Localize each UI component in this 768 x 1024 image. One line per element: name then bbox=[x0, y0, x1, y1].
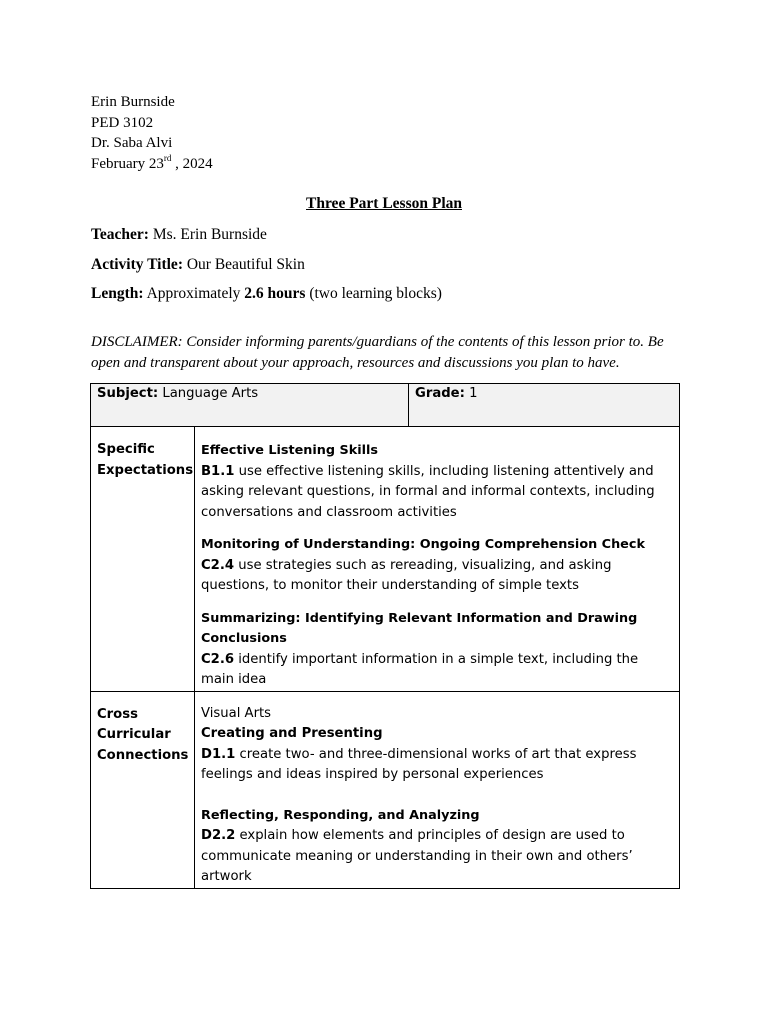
expectation-description: use effective listening skills, including listening attentively and asking relevant questions, in formal and informal contexts, including conversations and classroom activities bbox=[201, 463, 655, 520]
cross-text-d22: explain how elements and principles of design are used to communicate meaning or understanding in their own and others’ artwork bbox=[201, 828, 633, 884]
submission-date bbox=[91, 154, 213, 175]
cross-label-line2: Curricular bbox=[97, 727, 171, 742]
expectation-heading: Effective Listening Skills bbox=[201, 443, 379, 458]
teacher-line bbox=[91, 226, 267, 244]
cross-curricular-content bbox=[195, 691, 680, 888]
student-name: Erin Burnside bbox=[91, 94, 175, 110]
expectation-text bbox=[201, 462, 673, 524]
expectation-item bbox=[201, 535, 673, 597]
cross-label-line3: Connections bbox=[97, 747, 189, 763]
expectation-code: C2.4 bbox=[201, 557, 235, 573]
specific-label-line1: Specific bbox=[97, 442, 155, 457]
expectation-item bbox=[201, 609, 673, 691]
activity-title-line bbox=[91, 256, 305, 274]
page-title: Three Part Lesson Plan bbox=[306, 195, 462, 212]
instructor-name: Dr. Saba Alvi bbox=[91, 135, 173, 151]
expectation-text bbox=[201, 650, 673, 691]
cross-heading-reflecting: Reflecting, Responding, and Analyzing bbox=[201, 807, 480, 823]
student-header bbox=[91, 92, 213, 174]
grade-cell bbox=[409, 384, 680, 427]
cross-text-d11: create two- and three-dimensional works of art that express feelings and ideas inspired by personal experiences bbox=[201, 746, 637, 782]
expectation-item bbox=[201, 441, 673, 523]
cross-heading-creating: Creating and Presenting bbox=[201, 726, 383, 741]
cross-curricular-row bbox=[91, 691, 680, 888]
course-code: PED 3102 bbox=[91, 114, 154, 131]
grade-label: Grade: bbox=[415, 386, 465, 401]
cross-subject: Visual Arts bbox=[201, 705, 272, 721]
date-year: , 2024 bbox=[171, 155, 213, 172]
cross-code-d11: D1.1 bbox=[201, 746, 236, 762]
expectation-heading: Monitoring of Understanding: Ongoing Comprehension Check bbox=[201, 537, 645, 552]
activity-label: Activity Title: bbox=[91, 256, 183, 273]
length-hours: 2.6 hours bbox=[244, 285, 306, 302]
teacher-label: Teacher: bbox=[91, 226, 149, 243]
cross-expectation-d11 bbox=[201, 745, 673, 786]
cross-label-line1: Cross bbox=[97, 706, 138, 722]
lesson-plan-table bbox=[90, 383, 680, 889]
spacer bbox=[201, 786, 673, 806]
specific-label-line2: Expectations bbox=[97, 462, 194, 478]
expectation-heading: Summarizing: Identifying Relevant Information and Drawing Conclusions bbox=[201, 610, 638, 646]
length-post: (two learning blocks) bbox=[305, 285, 442, 302]
length-pre: Approximately bbox=[143, 285, 245, 302]
activity-value: Our Beautiful Skin bbox=[182, 256, 305, 273]
expectation-code: C2.6 bbox=[201, 651, 235, 667]
specific-expectations-content bbox=[195, 427, 680, 692]
expectation-description: use strategies such as rereading, visualizing, and asking questions, to monitor their understanding of simple texts bbox=[201, 557, 612, 593]
teacher-value: Ms. Erin Burnside bbox=[148, 226, 267, 243]
cross-expectation-d22 bbox=[201, 826, 673, 888]
cross-curricular-label-cell bbox=[91, 691, 195, 888]
expectation-code: B1.1 bbox=[201, 463, 235, 479]
cross-code-d22: D2.2 bbox=[201, 828, 236, 843]
disclaimer-text: DISCLAIMER: Consider informing parents/guardians of the contents of this lesson prior to. Be open and transparent about your approach, resources and discussions you plan to have. bbox=[91, 334, 664, 371]
date-month-day: February 23 bbox=[91, 155, 164, 172]
length-label: Length: bbox=[91, 285, 144, 302]
expectation-text bbox=[201, 556, 673, 597]
length-line bbox=[91, 285, 442, 303]
date-ordinal: rd bbox=[163, 152, 172, 163]
subject-grade-row bbox=[91, 384, 680, 427]
grade-value: 1 bbox=[464, 386, 478, 401]
subject-cell bbox=[91, 384, 409, 427]
specific-expectations-row bbox=[91, 427, 680, 692]
subject-value: Language Arts bbox=[158, 386, 259, 401]
subject-label: Subject: bbox=[97, 386, 159, 401]
expectation-description: identify important information in a simple text, including the main idea bbox=[201, 651, 639, 687]
specific-expectations-label-cell bbox=[91, 427, 195, 692]
